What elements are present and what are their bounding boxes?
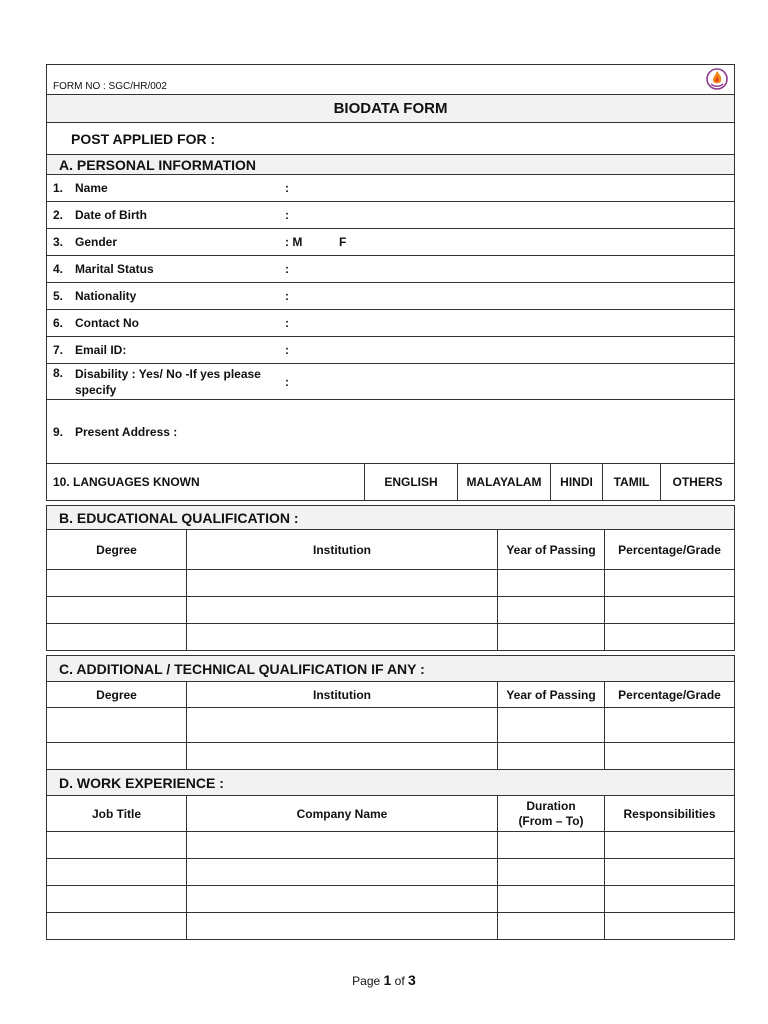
table-row bbox=[47, 886, 735, 913]
col-responsibilities: Responsibilities bbox=[605, 796, 735, 832]
lang-others[interactable]: OTHERS bbox=[661, 464, 735, 501]
table-row bbox=[47, 708, 735, 743]
gender-field[interactable]: 3. Gender : M F bbox=[47, 229, 735, 256]
col-company: Company Name bbox=[187, 796, 498, 832]
col-duration: Duration (From – To) bbox=[498, 796, 605, 832]
table-row bbox=[47, 913, 735, 940]
col-institution: Institution bbox=[187, 682, 498, 708]
post-applied-field[interactable]: POST APPLIED FOR : bbox=[47, 123, 735, 155]
table-row bbox=[47, 832, 735, 859]
table-row bbox=[47, 570, 735, 597]
col-year: Year of Passing bbox=[498, 530, 605, 570]
col-year: Year of Passing bbox=[498, 682, 605, 708]
form-number: FORM NO : SGC/HR/002 bbox=[47, 65, 735, 95]
personal-info-table bbox=[46, 64, 735, 501]
name-field[interactable]: 1. Name : bbox=[47, 175, 735, 202]
section-b-title: B. EDUCATIONAL QUALIFICATION : bbox=[47, 506, 735, 530]
section-d-title: D. WORK EXPERIENCE : bbox=[47, 770, 735, 796]
contact-field[interactable]: 6. Contact No : bbox=[47, 310, 735, 337]
dob-field[interactable]: 2. Date of Birth : bbox=[47, 202, 735, 229]
lang-tamil[interactable]: TAMIL bbox=[603, 464, 661, 501]
flame-emblem-icon bbox=[706, 68, 728, 90]
table-row bbox=[47, 597, 735, 624]
lang-hindi[interactable]: HINDI bbox=[551, 464, 603, 501]
section-c-title: C. ADDITIONAL / TECHNICAL QUALIFICATION IF ANY : bbox=[47, 656, 735, 682]
table-row bbox=[47, 624, 735, 651]
table-row bbox=[47, 743, 735, 770]
col-degree: Degree bbox=[47, 530, 187, 570]
section-a-title: A. PERSONAL INFORMATION bbox=[47, 155, 735, 175]
table-row bbox=[47, 859, 735, 886]
page-footer: Page 1 of 3 bbox=[352, 972, 416, 988]
col-grade: Percentage/Grade bbox=[605, 530, 735, 570]
form-title: BIODATA FORM bbox=[47, 95, 735, 123]
disability-field[interactable]: 8. Disability : Yes/ No -If yes please specify : bbox=[47, 364, 735, 400]
lang-malayalam[interactable]: MALAYALAM bbox=[458, 464, 551, 501]
col-job-title: Job Title bbox=[47, 796, 187, 832]
address-field[interactable]: 9. Present Address : bbox=[47, 400, 735, 464]
email-field[interactable]: 7. Email ID: : bbox=[47, 337, 735, 364]
biodata-form bbox=[46, 64, 734, 940]
marital-status-field[interactable]: 4. Marital Status : bbox=[47, 256, 735, 283]
education-table bbox=[46, 505, 735, 651]
lang-english[interactable]: ENGLISH bbox=[365, 464, 458, 501]
col-grade: Percentage/Grade bbox=[605, 682, 735, 708]
col-institution: Institution bbox=[187, 530, 498, 570]
languages-label: 10. LANGUAGES KNOWN bbox=[47, 464, 365, 501]
col-degree: Degree bbox=[47, 682, 187, 708]
nationality-field[interactable]: 5. Nationality : bbox=[47, 283, 735, 310]
additional-qualification-table bbox=[46, 655, 735, 940]
